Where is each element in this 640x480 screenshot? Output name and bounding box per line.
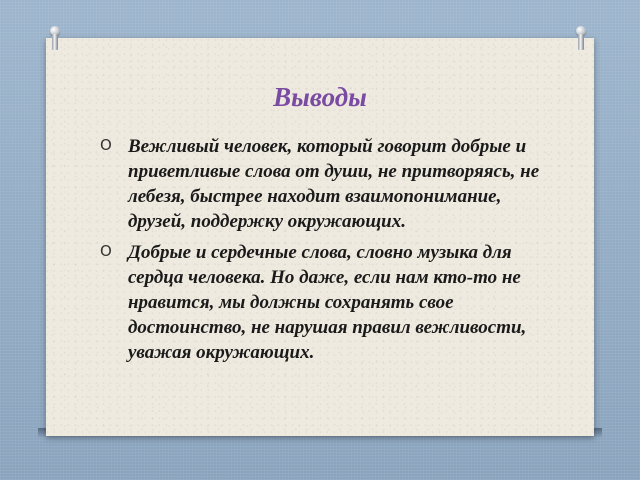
bullet-circle-icon: O <box>100 242 112 260</box>
bullet-circle-icon: O <box>100 136 112 154</box>
bullet-text: Вежливый человек, который говорит добрые и приветливые слова от души, не притворяясь, не лебезя, быстрее находит взаимопонимание, друзей, поддержку окружающих. <box>128 136 540 232</box>
bullet-item <box>100 134 540 234</box>
slide-title: Выводы <box>273 82 367 112</box>
pushpin-right-icon <box>574 26 588 52</box>
pushpin-shaft <box>578 34 584 50</box>
pushpin-shaft <box>52 34 58 50</box>
bullet-list <box>100 134 540 371</box>
bullet-text: Добрые и сердечные слова, словно музыка для сердца человека. Но даже, если нам кто-то не нравится, мы должны сохранять свое достоинство, не нарушая правил вежливости, уважая окружающих. <box>128 242 527 363</box>
bullet-item <box>100 240 540 365</box>
pushpin-left-icon <box>48 26 62 52</box>
